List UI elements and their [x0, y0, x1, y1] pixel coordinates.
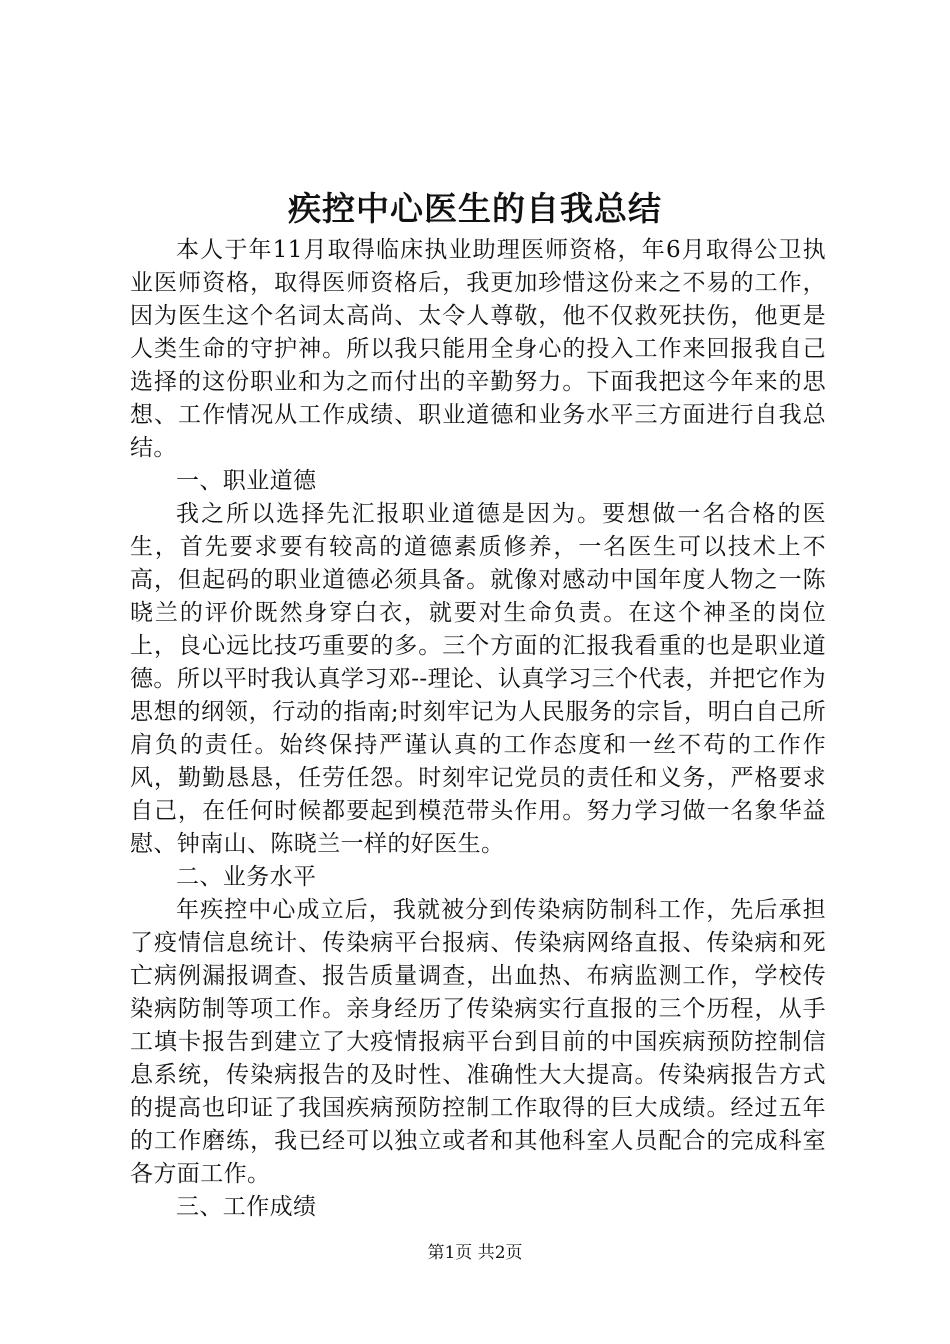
- section-heading-professional-ethics: 一、职业道德: [176, 468, 317, 494]
- document-body: [130, 234, 826, 1224]
- section-heading-business-level: 二、业务水平: [176, 864, 317, 890]
- document-title: 疾控中心医生的自我总结: [288, 189, 662, 228]
- page-number-footer: 第1页 共2页: [427, 1243, 523, 1263]
- paragraph-business-level: 年疾控中心成立后，我就被分到传染病防制科工作，先后承担了疫情信息统计、传染病平台报病、传染病网络直报、传染病和死亡病例漏报调查、报告质量调查，出血热、布病监测工作，学校传染病防制等项工作。亲身经历了传染病实行直报的三个历程，从手工填卡报告到建立了大疫情报病平台到目前的中国疾病预防控制信息系统，传染病报告的及时性、准确性大大提高。传染病报告方式的提高也印证了我国疾病预防控制工作取得的巨大成绩。经过五年的工作磨练，我已经可以独立或者和其他科室人员配合的完成科室各方面工作。: [130, 897, 826, 1187]
- section-heading-work-achievements: 三、工作成绩: [176, 1194, 317, 1220]
- paragraph-professional-ethics: 我之所以选择先汇报职业道德是因为。要想做一名合格的医生，首先要求要有较高的道德素质修养，一名医生可以技术上不高，但起码的职业道德必须具备。就像对感动中国年度人物之一陈晓兰的评价既然身穿白衣，就要对生命负责。在这个神圣的岗位上，良心远比技巧重要的多。三个方面的汇报我看重的也是职业道德。所以平时我认真学习邓--理论、认真学习三个代表，并把它作为思想的纲领，行动的指南;时刻牢记为人民服务的宗旨，明白自己所肩负的责任。始终保持严谨认真的工作态度和一丝不苟的工作作风，勤勤恳恳，任劳任怨。时刻牢记党员的责任和义务，严格要求自己，在任何时候都要起到模范带头作用。努力学习做一名象华益慰、钟南山、陈晓兰一样的好医生。: [130, 501, 826, 857]
- paragraph-intro: 本人于年11月取得临床执业助理医师资格，年6月取得公卫执业医师资格，取得医师资格后，我更加珍惜这份来之不易的工作，因为医生这个名词太高尚、太令人尊敬，他不仅救死扶伤，他更是人类生命的守护神。所以我只能用全身心的投入工作来回报我自己选择的这份职业和为之而付出的辛勤努力。下面我把这今年来的思想、工作情况从工作成绩、职业道德和业务水平三方面进行自我总结。: [130, 237, 826, 461]
